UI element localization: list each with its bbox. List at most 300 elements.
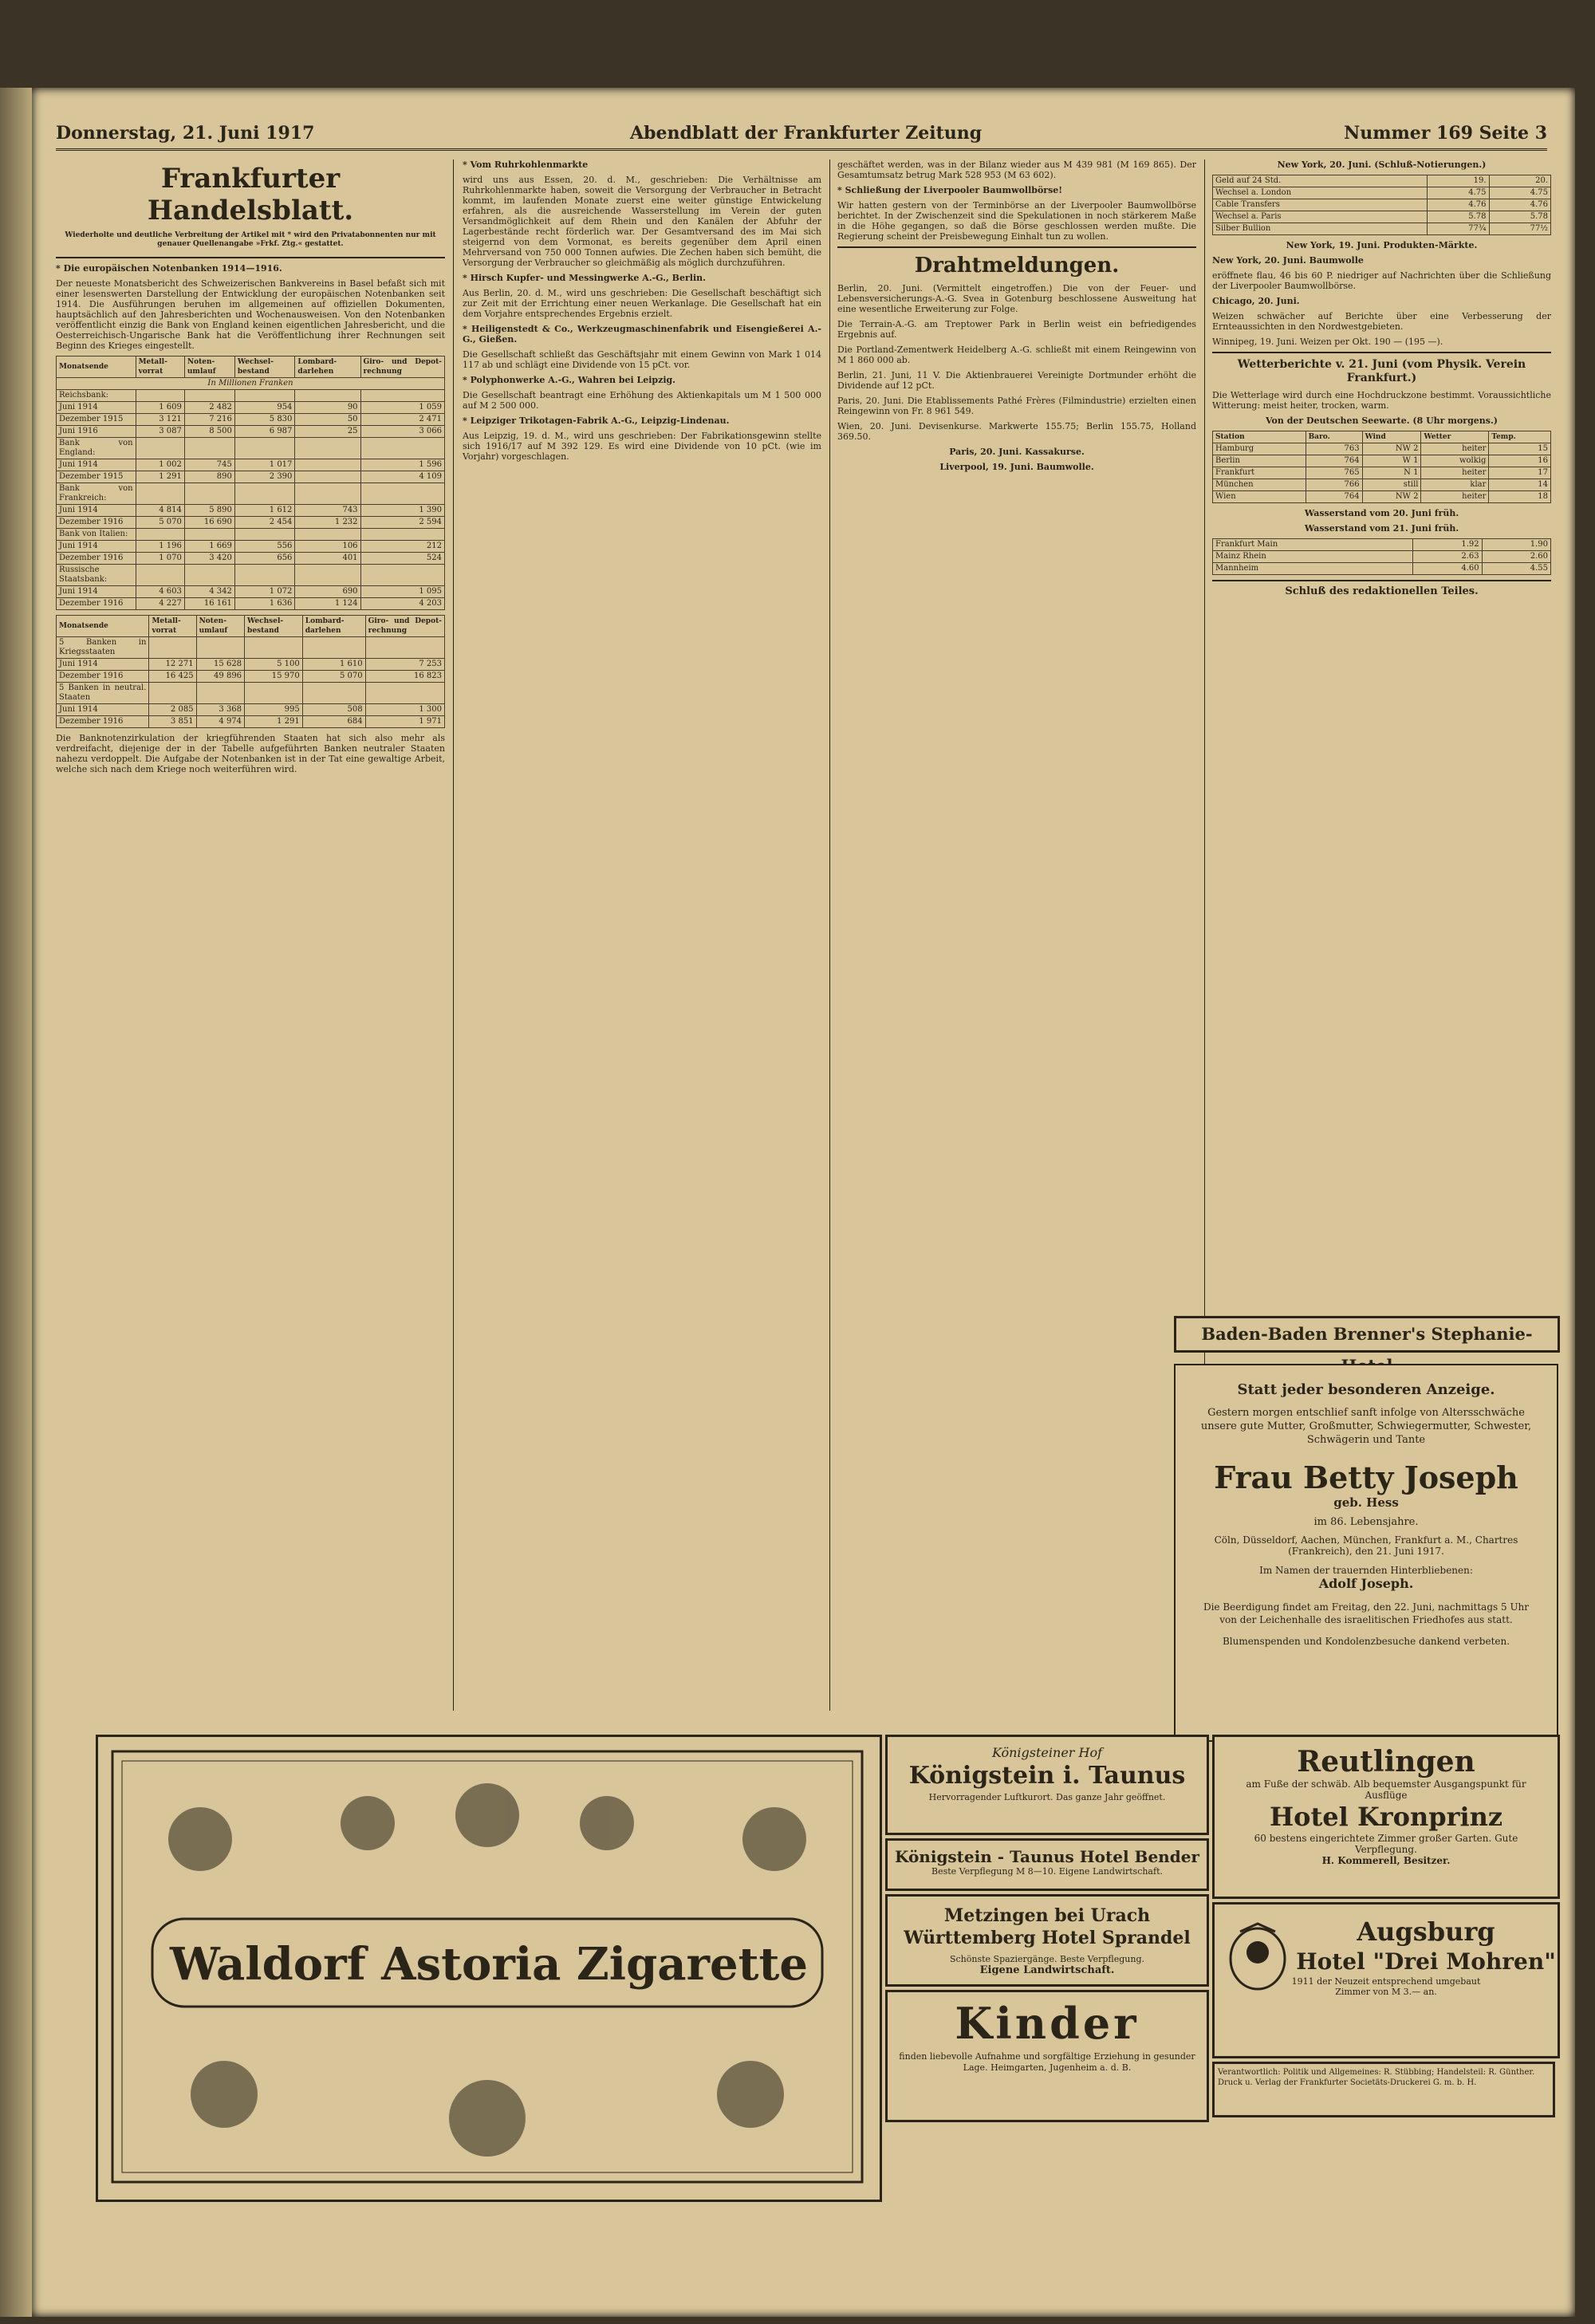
table-cell: 4.76 (1489, 199, 1551, 211)
table-cell: 4.75 (1489, 187, 1551, 199)
table-row (57, 483, 445, 505)
banken-summary-table (56, 615, 445, 728)
table-cell: Berlin (1213, 455, 1306, 467)
table-row (1213, 455, 1551, 467)
table-cell: 49 896 (196, 671, 244, 683)
table-cell: 2 390 (234, 471, 295, 483)
ad-subtitle: 60 bestens eingerichtete Zimmer großer Garten. Gute Verpflegung. (1254, 1833, 1518, 1855)
table-cell: Juni 1914 (57, 402, 136, 414)
table-row (1213, 491, 1551, 503)
table-cell: Juni 1914 (57, 541, 136, 553)
table-row (57, 505, 445, 517)
table-row (57, 426, 445, 438)
table-header-cell: Metall-vorrat (149, 616, 196, 637)
table-cell: 90 (295, 402, 360, 414)
table-cell: 656 (234, 553, 295, 565)
table-cell: 1 002 (136, 459, 184, 471)
table-cell: 508 (302, 704, 365, 716)
table-cell: 684 (302, 716, 365, 728)
table-cell: Wien (1213, 491, 1306, 503)
table-cell: Wechsel a. London (1213, 187, 1428, 199)
header-paper-name: Abendblatt der Frankfurter Zeitung (630, 123, 983, 144)
article-body: Die Gesellschaft schließt das Geschäftsjahr mit einem Gewinn von Mark 1 014 117 ab und schlägt eine Dividende von 15 pCt. vor. (463, 349, 821, 370)
table-cell: Dezember 1916 (57, 517, 136, 529)
table-cell: 15 (1489, 443, 1551, 455)
table-cell: 212 (360, 541, 444, 553)
table-cell (360, 565, 444, 586)
article-headline: * Die europäischen Notenbanken 1914—1916. (56, 263, 282, 274)
table-cell: 766 (1306, 479, 1362, 491)
table-row (57, 517, 445, 529)
obituary-nee: geb. Hess (1333, 1495, 1399, 1510)
table-cell: 764 (1306, 455, 1362, 467)
table-header-cell: Baro. (1306, 431, 1362, 443)
table-header-cell: Wetter (1421, 431, 1489, 443)
table-cell: 16 425 (149, 671, 196, 683)
table-cell: Dezember 1916 (57, 716, 149, 728)
obituary-funeral: Die Beerdigung findet am Freitag, den 22. Juni, nachmittags 5 Uhr von der Leichenhalle des israelitischen Friedhofes aus statt. (1203, 1601, 1530, 1625)
table-cell: 1 095 (360, 586, 444, 598)
table-cell (360, 483, 444, 505)
telegram-item: Wien, 20. Juni. Devisenkurse. Markwerte 155.75; Berlin 155.75, Holland 369.50. (837, 421, 1196, 442)
table-row (1213, 211, 1551, 223)
article-headline: * Leipziger Trikotagen-Fabrik A.-G., Leipzig-Lindenau. (463, 416, 730, 426)
ad-subtitle: Schönste Spaziergänge. Beste Verpflegung. (949, 1954, 1144, 1964)
article-body: geschäftet werden, was in der Bilanz wieder aus M 439 981 (M 169 865). Der Gesamtumsatz betrug Mark 528 953 (M 63 602). (837, 160, 1196, 180)
table-cell: 1 291 (136, 471, 184, 483)
table-cell: 1.92 (1413, 539, 1482, 551)
column-divider (829, 160, 830, 1711)
imprint (1212, 2062, 1555, 2117)
water-headline: Wasserstand vom 21. Juni früh. (1304, 523, 1459, 534)
column-market-reports (463, 160, 821, 1715)
water-headline: Wasserstand vom 20. Juni früh. (1304, 508, 1459, 518)
table-cell: 764 (1306, 491, 1362, 503)
table-cell: 7 253 (365, 659, 444, 671)
table-cell: Silber Bullion (1213, 223, 1428, 235)
article-body: Aus Leipzig, 19. d. M., wird uns geschrieben: Der Fabrikationsgewinn stellte sich 1916/17 auf M 392 129. Es wird eine Dividende von 10 pCt. (wie im Vorjahr) vorgeschlagen. (463, 431, 821, 462)
table-cell: 1 596 (360, 459, 444, 471)
table-cell: heiter (1421, 491, 1489, 503)
table-cell (295, 483, 360, 505)
table-cell: 106 (295, 541, 360, 553)
divider (837, 246, 1196, 248)
table-cell: Juni 1914 (57, 505, 136, 517)
table-cell: W 1 (1362, 455, 1421, 467)
table-header-cell: Noten-umlauf (196, 616, 244, 637)
article-body: Wir hatten gestern von der Terminbörse an der Liverpooler Baumwollbörse berichtet. In der Zwischenzeit sind die Spekulationen in noch stärkerem Maße in die Höhe gegangen, so daß die Börse geschlossen werden mußte. Die Regierung scheint der Preisbewegung Einhalt tun zu wollen. (837, 200, 1196, 242)
table-cell: 5 070 (136, 517, 184, 529)
table-cell (184, 483, 234, 505)
table-cell: 20. (1489, 175, 1551, 187)
telegram-item: Paris, 20. Juni. Die Etablissements Pathé Frères (Filmindustrie) erzielten einen Reingewinn von Fr. 8 961 549. (837, 396, 1196, 416)
table-cell (360, 438, 444, 459)
table-header-cell: Wind (1362, 431, 1421, 443)
table-cell: 8 500 (184, 426, 234, 438)
table-cell: Frankfurt Main (1213, 539, 1413, 551)
ad-title: Augsburg (1357, 1916, 1495, 1947)
table-cell (136, 529, 184, 541)
table-header-cell: Monatsende (57, 356, 136, 378)
imprint-text: Verantwortlich: Politik und Allgemeines: R. Stübbing; Handelsteil: R. Günther. Druck u. Verlag der Frankfurter Societäts-Druckerei G. m. b. H. (1218, 2068, 1535, 2087)
ad-line: Königsteiner Hof (991, 1745, 1103, 1760)
table-cell (234, 438, 295, 459)
table-cell: Russische Staatsbank: (57, 565, 136, 586)
table-header-cell: Wechsel-bestand (245, 616, 303, 637)
table-cell (234, 529, 295, 541)
divider (56, 257, 445, 258)
table-cell: Wechsel a. Paris (1213, 211, 1428, 223)
table-row (1213, 187, 1551, 199)
table-row (1213, 563, 1551, 575)
table-row (1213, 199, 1551, 211)
table-cell: 1 636 (234, 598, 295, 610)
table-cell: 25 (295, 426, 360, 438)
table-cell (136, 565, 184, 586)
table-cell (136, 483, 184, 505)
table-cell (149, 637, 196, 659)
table-cell: 745 (184, 459, 234, 471)
table-cell: 3 420 (184, 553, 234, 565)
table-cell: München (1213, 479, 1306, 491)
table-cell (360, 390, 444, 402)
table-unit: In Millionen Franken (57, 378, 445, 390)
table-cell: NW 2 (1362, 491, 1421, 503)
column-telegrams (837, 160, 1196, 1715)
table-cell: Juni 1914 (57, 586, 136, 598)
table-cell: 1 609 (136, 402, 184, 414)
divider (1212, 352, 1551, 353)
table-cell: 15 628 (196, 659, 244, 671)
table-row (1213, 175, 1551, 187)
table-cell: Bank von Italien: (57, 529, 136, 541)
table-cell: Dezember 1915 (57, 471, 136, 483)
table-cell: 1 612 (234, 505, 295, 517)
table-cell: 5 830 (234, 414, 295, 426)
quotes-headline: Liverpool, 19. Juni. Baumwolle. (939, 462, 1094, 472)
article-headline: * Polyphonwerke A.-G., Wahren bei Leipzig. (463, 375, 676, 385)
table-cell: 3 368 (196, 704, 244, 716)
table-cell: 7 216 (184, 414, 234, 426)
obituary-family: Im Namen der trauernden Hinterbliebenen: (1259, 1565, 1473, 1576)
waldorf-title: Waldorf Astoria Zigarette (169, 1938, 809, 1991)
table-cell: 1 300 (365, 704, 444, 716)
table-cell: Bank von Frankreich: (57, 483, 136, 505)
ad-title: Hotel Kronprinz (1269, 1802, 1503, 1832)
ad-title: Hotel "Drei Mohren" (1296, 1948, 1556, 1975)
table-cell: Frankfurt (1213, 467, 1306, 479)
divider (1212, 580, 1551, 581)
table-cell (184, 565, 234, 586)
table-row (1213, 223, 1551, 235)
table-row (57, 553, 445, 565)
table-cell: 2.60 (1482, 551, 1550, 563)
table-row (1213, 479, 1551, 491)
table-header-cell: Monatsende (57, 616, 149, 637)
table-cell: 1 971 (365, 716, 444, 728)
table-cell (136, 390, 184, 402)
table-cell (196, 683, 244, 704)
table-cell: 5.78 (1428, 211, 1489, 223)
table-cell: N 1 (1362, 467, 1421, 479)
ad-title: Kinder (955, 1998, 1140, 2049)
obituary-note: Blumenspenden und Kondolenzbesuche dankend verbeten. (1222, 1636, 1510, 1647)
table-cell: 3 851 (149, 716, 196, 728)
ad-subtitle: Zimmer von M 3.— an. (1335, 1987, 1437, 1997)
ad-subtitle: Hervorragender Luftkurort. Das ganze Jahr geöffnet. (928, 1792, 1166, 1802)
book-binding-edge (0, 88, 32, 2317)
article-body: Der neueste Monatsbericht des Schweizerischen Bankvereins in Basel befaßt sich mit einer lesenswerten Darstellung der Entwicklung der europäischen Notenbanken seit 1914. Die Ausführungen beruhen im allgemeinen auf offiziellen Dokumenten, hauptsächlich auf den Jahresberichten und Wochenausweisen. Von den Notenbanken veröffentlicht einzig die Bank von England keinen eigentlichen Jahresbericht, und die Oesterreichisch-Ungarische Bank hat die Veröffentlichung ihrer Rechnungen seit Beginn des Krieges eingestellt. (56, 278, 445, 351)
table-cell: Juni 1916 (57, 426, 136, 438)
crest-icon (1226, 1920, 1290, 1992)
article-body: Die Gesellschaft beantragt eine Erhöhung des Aktienkapitals um M 1 500 000 auf M 2 500 000. (463, 390, 821, 411)
table-cell (184, 529, 234, 541)
table-cell: 1 196 (136, 541, 184, 553)
table-cell: Dezember 1916 (57, 553, 136, 565)
table-row (57, 529, 445, 541)
section-title: Drahtmeldungen. (914, 254, 1120, 278)
table-cell (295, 438, 360, 459)
table-header-cell: Lombard-darlehen (295, 356, 360, 378)
table-cell: 16 161 (184, 598, 234, 610)
table-row (1213, 539, 1551, 551)
table-cell: 16 690 (184, 517, 234, 529)
table-header-cell: Giro- und Depot-rechnung (365, 616, 444, 637)
table-row (57, 716, 445, 728)
article-headline: * Schließung der Liverpooler Baumwollbörse! (837, 185, 1063, 195)
table-cell: 3 087 (136, 426, 184, 438)
article-body: eröffnete flau, 46 bis 60 P. niedriger auf Nachrichten über die Schließung der Liverpooler Baumwollbörse. (1212, 270, 1551, 291)
table-cell: 524 (360, 553, 444, 565)
table-header-cell: Lombard-darlehen (302, 616, 365, 637)
table-cell (295, 565, 360, 586)
table-row (57, 402, 445, 414)
table-cell: 556 (234, 541, 295, 553)
table-cell: 5 100 (245, 659, 303, 671)
table-cell: 1 070 (136, 553, 184, 565)
table-cell: 14 (1489, 479, 1551, 491)
article-body: Aus Berlin, 20. d. M., wird uns geschrieben: Die Gesellschaft beschäftigt sich zur Zeit mit der Errichtung einer neuen Werkanlage. Die Gesellschaft hat ein dem Vorjahre entsprechendes Ergebnis erzielt. (463, 288, 821, 319)
table-cell (234, 390, 295, 402)
table-row (57, 471, 445, 483)
table-cell: Dezember 1916 (57, 671, 149, 683)
table-cell: 4 603 (136, 586, 184, 598)
ad-title: Reutlingen (1297, 1745, 1475, 1778)
table-cell: 2 471 (360, 414, 444, 426)
hotel-bender-ad (885, 1838, 1209, 1891)
table-cell: 2 594 (360, 517, 444, 529)
ad-owner: H. Kommerell, Besitzer. (1321, 1855, 1451, 1866)
table-cell: Reichsbank: (57, 390, 136, 402)
page-header (56, 120, 1547, 151)
table-row (57, 565, 445, 586)
table-cell: 15 970 (245, 671, 303, 683)
reprint-notice: Wiederholte und deutliche Verbreitung der Artikel mit * wird den Privatabonnenten nur mit genauer Quellenangabe »Frkf. Ztg.« gestattet. (65, 231, 436, 248)
table-header-cell: Temp. (1489, 431, 1551, 443)
ny-headline: New York, 20. Juni. (Schluß-Notierungen.) (1277, 160, 1487, 170)
article-body: wird uns aus Essen, 20. d. M., geschrieben: Die Verhältnisse am Ruhrkohlenmarkte haben, soweit die Versorgung der Verbraucher in Betracht kommt, im laufenden Monate zuerst eine weiter günstige Entwickelung erfahren, als die ausreichende Wasserstellung im Verein der guten Versandmöglichkeit auf dem Rhein und den Kanälen der Abfuhr der Lagerbestände recht förderlich war. Der Gesamtversand des im Mai sich steigernd von dem Vormonat, es bereits gegenüber dem April einen Mehrversand von 750 000 Tonnen aufwies. Die Zechen haben sich bemüht, die Versorgung der Verbraucher so gleichmäßig als möglich durchzuführen. (463, 175, 821, 268)
ny-headline: New York, 20. Juni. Baumwolle (1212, 255, 1364, 266)
table-cell: 2.63 (1413, 551, 1482, 563)
column-handelsblatt (56, 160, 445, 1715)
ad-title: Baden-Baden Brenner's Stephanie- (1201, 1324, 1533, 1344)
table-row (57, 659, 445, 671)
table-row (57, 598, 445, 610)
hotel-stephanie-ad (1174, 1316, 1560, 1353)
obituary-intro: Gestern morgen entschlief sanft infolge von Altersschwäche unsere gute Mutter, Großmutter, Schwiegermutter, Schwester, Schwägerin und Tante (1200, 1407, 1532, 1446)
table-cell: 4.76 (1428, 199, 1489, 211)
table-cell: 77¾ (1428, 223, 1489, 235)
table-row (57, 459, 445, 471)
table-cell: 2 454 (234, 517, 295, 529)
table-cell: heiter (1421, 467, 1489, 479)
table-cell (196, 637, 244, 659)
table-cell: 4 227 (136, 598, 184, 610)
table-cell: 4 109 (360, 471, 444, 483)
table-row (57, 414, 445, 426)
ny-headline: New York, 19. Juni. Produkten-Märkte. (1286, 240, 1478, 250)
table-row (1213, 551, 1551, 563)
table-header-cell: Station (1213, 431, 1306, 443)
table-cell: 743 (295, 505, 360, 517)
table-cell (295, 390, 360, 402)
table-cell (245, 683, 303, 704)
table-cell: 17 (1489, 467, 1551, 479)
table-cell: 6 987 (234, 426, 295, 438)
table-row (57, 390, 445, 402)
table-row (57, 683, 445, 704)
table-cell: Mannheim (1213, 563, 1413, 575)
table-cell: 995 (245, 704, 303, 716)
hotel-sprandel-ad (885, 1894, 1209, 1987)
table-cell: 1 072 (234, 586, 295, 598)
koenigstein-ad (885, 1735, 1209, 1835)
table-cell (234, 483, 295, 505)
telegram-item: Die Terrain-A.-G. am Treptower Park in Berlin weist ein befriedigendes Ergebnis auf. (837, 319, 1196, 340)
obituary-places: Cöln, Düsseldorf, Aachen, München, Frankfurt a. M., Chartres (Frankreich), den 21. Juni 1917. (1214, 1534, 1518, 1557)
table-cell: 763 (1306, 443, 1362, 455)
table-cell: 890 (184, 471, 234, 483)
obituary-notice (1174, 1364, 1558, 1742)
table-cell: Mainz Rhein (1213, 551, 1413, 563)
obituary-age: im 86. Lebensjahre. (1313, 1516, 1419, 1528)
table-row (57, 541, 445, 553)
table-header-cell: Noten-umlauf (184, 356, 234, 378)
table-cell: Juni 1914 (57, 459, 136, 471)
table-row (57, 438, 445, 459)
table-cell: NW 2 (1362, 443, 1421, 455)
article-headline: * Heiligenstedt & Co., Werkzeugmaschinenfabrik und Eisengießerei A.-G., Gießen. (463, 324, 821, 345)
table-cell (302, 637, 365, 659)
table-cell: 1 017 (234, 459, 295, 471)
table-cell: 5 Banken in neutral. Staaten (57, 683, 149, 704)
table-cell (184, 390, 234, 402)
table-cell: 1 610 (302, 659, 365, 671)
table-cell: heiter (1421, 443, 1489, 455)
waldorf-astoria-ad (96, 1735, 882, 2202)
header-number: Nummer 169 Seite 3 (1344, 123, 1547, 144)
table-cell (245, 637, 303, 659)
table-header-cell: Giro- und Depot-rechnung (360, 356, 444, 378)
ad-title: Metzingen bei Urach Württemberg Hotel Sprandel (904, 1905, 1191, 1948)
table-cell: Geld auf 24 Std. (1213, 175, 1428, 187)
table-cell: 16 (1489, 455, 1551, 467)
table-cell: 5 Banken in Kriegsstaaten (57, 637, 149, 659)
table-cell: Cable Transfers (1213, 199, 1428, 211)
ad-subtitle: Eigene Landwirtschaft. (979, 1964, 1115, 1976)
table-cell: 18 (1489, 491, 1551, 503)
table-cell: 1 232 (295, 517, 360, 529)
obituary-signer: Adolf Joseph. (1318, 1576, 1414, 1591)
weather-headline: Wetterberichte v. 21. Juni (vom Physik. Verein Frankfurt.) (1237, 358, 1526, 384)
telegram-item: Berlin, 20. Juni. (Vermittelt eingetroffen.) Die von der Feuer- und Lebensversicherungs-A.-G. Svea in Gotenburg beschlossene Ausweitung hat eine wesentliche Erweiterung zur Folge. (837, 283, 1196, 314)
table-cell: 4 203 (360, 598, 444, 610)
table-cell: Hamburg (1213, 443, 1306, 455)
obituary-head: Statt jeder besonderen Anzeige. (1237, 1381, 1495, 1398)
table-header-cell: Metall-vorrat (136, 356, 184, 378)
ad-subtitle: 1911 der Neuzeit entsprechend umgebaut (1291, 1976, 1481, 1987)
ny-quotes-table (1212, 175, 1551, 235)
table-cell: 4.60 (1413, 563, 1482, 575)
article-body: Winnipeg, 19. Juni. Weizen per Okt. 190 — (195 —). (1212, 337, 1443, 347)
hotel-kronprinz-ad (1212, 1735, 1560, 1899)
table-cell: 50 (295, 414, 360, 426)
table-cell: 1 291 (245, 716, 303, 728)
ad-subtitle: Beste Verpflegung M 8—10. Eigene Landwirtschaft. (931, 1866, 1163, 1877)
header-date: Donnerstag, 21. Juni 1917 (56, 123, 315, 144)
chicago-headline: Chicago, 20. Juni. (1212, 296, 1300, 306)
seewarte-headline: Von der Deutschen Seewarte. (8 Uhr morgens.) (1266, 416, 1498, 426)
table-row (57, 671, 445, 683)
table-cell: Dezember 1915 (57, 414, 136, 426)
table-cell: 1.90 (1482, 539, 1550, 551)
table-cell: Juni 1914 (57, 659, 149, 671)
table-cell: 690 (295, 586, 360, 598)
hotel-drei-mohren-ad (1212, 1902, 1560, 2058)
table-row (57, 586, 445, 598)
table-cell: 1 669 (184, 541, 234, 553)
table-row (1213, 467, 1551, 479)
notenbanken-table (56, 356, 445, 610)
article-body: Die Wetterlage wird durch eine Hochdruckzone bestimmt. Voraussichtliche Witterung: meist heiter, trocken, warm. (1212, 390, 1551, 411)
table-cell: 4.75 (1428, 187, 1489, 199)
table-cell: 19. (1428, 175, 1489, 187)
article-body: Weizen schwächer auf Berichte über eine Verbesserung der Ernteaussichten in den Nordwestgebieten. (1212, 311, 1551, 332)
table-cell (295, 529, 360, 541)
column-markets-weather (1212, 160, 1551, 1308)
column-divider (453, 160, 454, 1711)
table-cell (136, 438, 184, 459)
article-headline: * Vom Ruhrkohlenmarkte (463, 160, 589, 170)
table-cell: 401 (295, 553, 360, 565)
water-table (1212, 538, 1551, 575)
editorial-end: Schluß des redaktionellen Teiles. (1285, 585, 1479, 597)
table-cell: 77½ (1489, 223, 1551, 235)
table-cell: klar (1421, 479, 1489, 491)
table-cell (302, 683, 365, 704)
ad-body: finden liebevolle Aufnahme und sorgfältige Erziehung in gesunder Lage. Heimgarten, Jugenheim a. d. B. (899, 2051, 1195, 2073)
table-row (57, 637, 445, 659)
article-headline: * Hirsch Kupfer- und Messingwerke A.-G., Berlin. (463, 273, 706, 283)
newspaper-page (32, 88, 1575, 2317)
table-cell: 3 121 (136, 414, 184, 426)
table-cell: 1 124 (295, 598, 360, 610)
telegram-item: Berlin, 21. Juni, 11 V. Die Aktienbrauerei Vereinigte Dortmunder erhöht die Dividende auf 12 pCt. (837, 370, 1196, 391)
table-cell: 765 (1306, 467, 1362, 479)
section-title: Frankfurter Handelsblatt. (147, 163, 354, 226)
table-cell: 16 823 (365, 671, 444, 683)
table-cell: 5 070 (302, 671, 365, 683)
